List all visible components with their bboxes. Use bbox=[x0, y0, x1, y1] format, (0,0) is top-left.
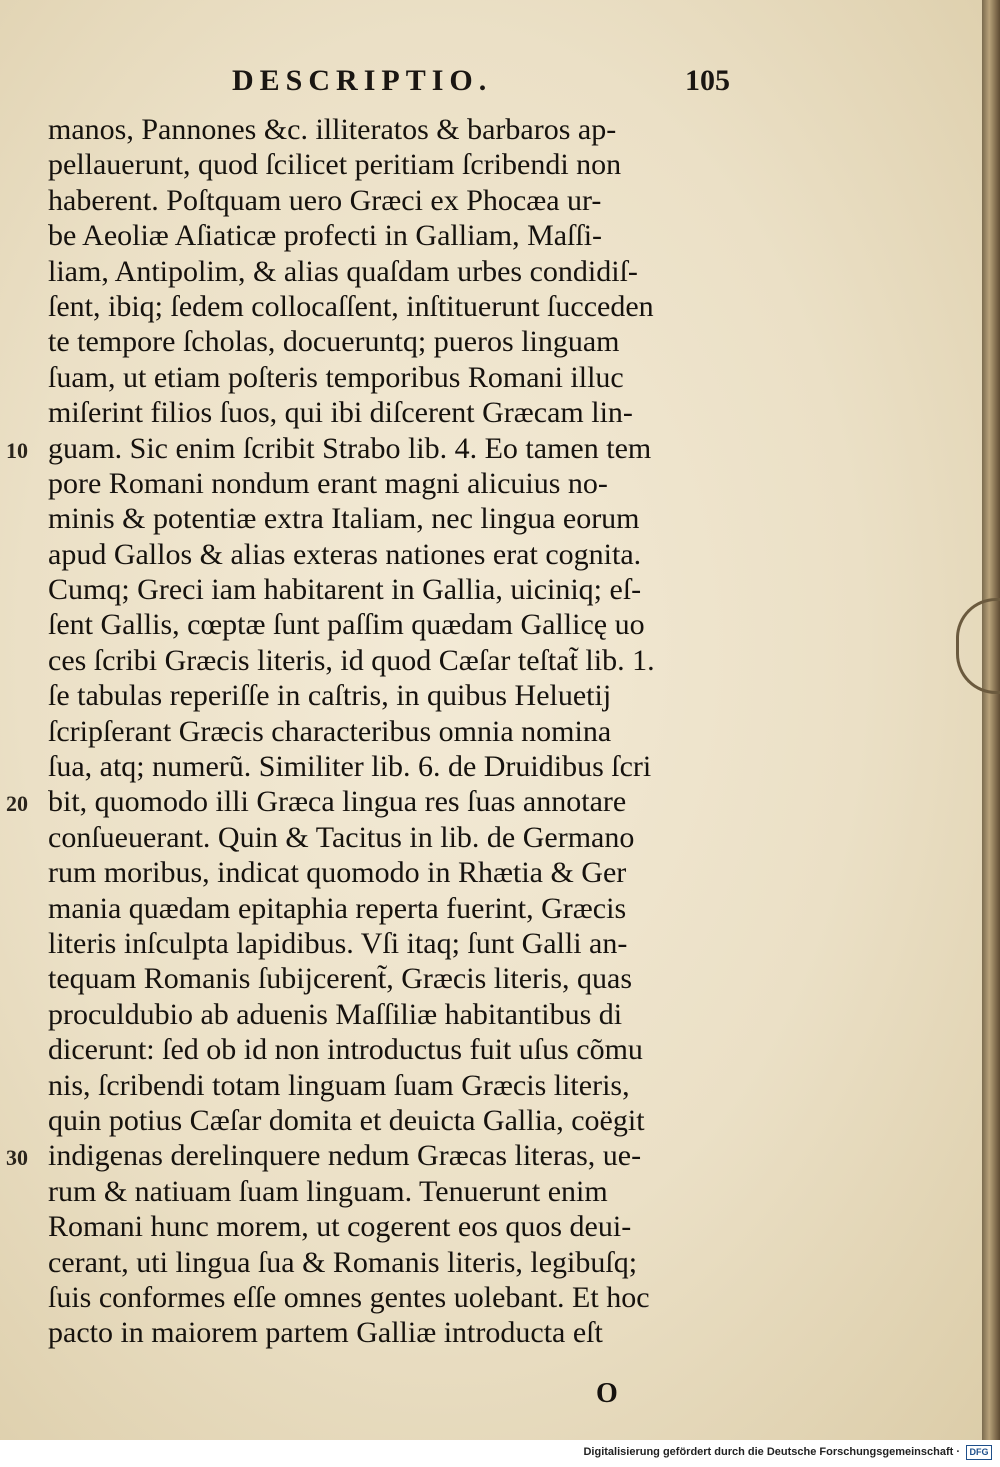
text-line bbox=[40, 607, 740, 642]
line-text: quin potius Cæſar domita et deuicta Gallia, coëgit bbox=[48, 1103, 645, 1137]
text-line bbox=[40, 1032, 740, 1067]
line-text: manos, Pannones &c. illiteratos & barbaros ap- bbox=[48, 113, 617, 146]
line-text: apud Gallos & alias exteras nationes erat cognita. bbox=[48, 537, 642, 571]
footer-credit: Digitalisierung gefördert durch die Deutsche Forschungsgemeinschaft · bbox=[583, 1446, 960, 1458]
text-line bbox=[40, 1245, 740, 1280]
text-line bbox=[40, 997, 740, 1032]
line-text: ſua, atq; numerũ. Similiter lib. 6. de Druidibus ſcri bbox=[48, 750, 652, 784]
text-line bbox=[40, 891, 740, 926]
line-text: ſuam, ut etiam poſteris temporibus Romani illuc bbox=[48, 360, 624, 394]
line-text: Romani hunc morem, ut cogerent eos quos deui- bbox=[48, 1210, 632, 1244]
text-line bbox=[40, 537, 740, 572]
line-text: te tempore ſcholas, docueruntq; pueros linguam bbox=[48, 325, 620, 359]
text-line bbox=[40, 749, 740, 784]
text-line bbox=[40, 289, 740, 324]
line-text: liam, Antipolim, & alias quaſdam urbes condidiſ- bbox=[48, 254, 638, 288]
line-text: be Aeoliæ Aſiaticæ profecti in Galliam, Maſſi- bbox=[48, 219, 603, 253]
text-line bbox=[40, 820, 740, 855]
line-text: bit, quomodo illi Græca lingua res ſuas annotare bbox=[48, 785, 627, 819]
text-line bbox=[40, 643, 740, 678]
line-text: rum & natiuam ſuam linguam. Tenuerunt enim bbox=[48, 1174, 608, 1208]
text-line bbox=[40, 466, 740, 501]
line-text: conſueuerant. Quin & Tacitus in lib. de Germano bbox=[48, 820, 635, 854]
text-line bbox=[40, 1103, 740, 1138]
page-number: 105 bbox=[685, 64, 730, 97]
line-text: ſe tabulas reperiſſe in caſtris, in quibus Heluetij bbox=[48, 679, 612, 713]
line-text: Cumq; Greci iam habitarent in Gallia, uiciniq; eſ- bbox=[48, 573, 642, 607]
line-text: mania quædam epitaphia reperta fuerint, Græcis bbox=[48, 891, 627, 925]
footer-bar bbox=[0, 1440, 1000, 1467]
text-line bbox=[40, 1280, 740, 1315]
line-text: proculdubio ab aduenis Maſſiliæ habitantibus di bbox=[48, 997, 623, 1031]
text-line bbox=[40, 218, 740, 253]
line-number: 10 bbox=[6, 437, 28, 463]
text-line bbox=[40, 183, 740, 218]
line-number: 30 bbox=[6, 1145, 28, 1171]
running-head: DESCRIPTIO. bbox=[232, 64, 493, 97]
line-text: rum moribus, indicat quomodo in Rhætia & Ger bbox=[48, 856, 627, 890]
line-text: ces ſcribi Græcis literis, id quod Cæſar teſtat̃ lib. 1. bbox=[48, 643, 655, 677]
line-text: miſerint filios ſuos, qui ibi diſcerent Græcam lin- bbox=[48, 396, 633, 430]
text-line bbox=[6, 784, 740, 819]
line-text: ſcripſerant Græcis characteribus omnia nomina bbox=[48, 714, 612, 748]
text-line bbox=[6, 431, 740, 466]
line-text: pacto in maiorem partem Galliæ introducta eſt bbox=[48, 1316, 603, 1350]
text-line bbox=[40, 714, 740, 749]
page-header bbox=[232, 64, 732, 104]
text-line bbox=[40, 360, 740, 395]
line-text: indigenas derelinquere nedum Græcas literas, ue- bbox=[48, 1139, 642, 1173]
text-line bbox=[40, 1174, 740, 1209]
text-line bbox=[40, 1315, 740, 1350]
text-line bbox=[40, 961, 740, 996]
line-text: ſent, ibiq; ſedem collocaſſent, inſtituerunt ſucceden bbox=[48, 289, 654, 323]
dfg-logo[interactable]: DFG bbox=[966, 1445, 992, 1460]
text-line bbox=[40, 855, 740, 890]
line-text: ſent Gallis, cœptæ ſunt paſſim quædam Gallicę uo bbox=[48, 608, 645, 642]
line-text: pore Romani nondum erant magni alicuius no- bbox=[48, 466, 608, 500]
text-line bbox=[40, 926, 740, 961]
text-line bbox=[40, 1209, 740, 1244]
line-text: nis, ſcribendi totam linguam ſuam Græcis literis, bbox=[48, 1068, 630, 1102]
line-text: pellauerunt, quod ſcilicet peritiam ſcribendi non bbox=[48, 148, 622, 182]
page-edge bbox=[982, 0, 1000, 1440]
line-text: literis inſculpta lapidibus. Vſi itaq; ſunt Galli an- bbox=[48, 926, 628, 960]
line-text: dicerunt: ſed ob id non introductus fuit uſus cõmu bbox=[48, 1033, 643, 1067]
text-block bbox=[6, 112, 740, 1351]
line-text: cerant, uti lingua ſua & Romanis literis, legibuſq; bbox=[48, 1245, 638, 1279]
text-line bbox=[40, 572, 740, 607]
text-line bbox=[40, 254, 740, 289]
line-text: ſuis conformes eſſe omnes gentes uolebant. Et hoc bbox=[48, 1280, 650, 1314]
text-line bbox=[40, 112, 740, 147]
catchword: O bbox=[596, 1378, 618, 1409]
line-text: guam. Sic enim ſcribit Strabo lib. 4. Eo tamen tem bbox=[48, 431, 652, 465]
text-line bbox=[40, 395, 740, 430]
text-line bbox=[40, 678, 740, 713]
line-text: minis & potentiæ extra Italiam, nec lingua eorum bbox=[48, 502, 640, 536]
line-text: haberent. Poſtquam uero Græci ex Phocæa ur- bbox=[48, 183, 602, 217]
text-line bbox=[40, 147, 740, 182]
text-line bbox=[40, 1068, 740, 1103]
line-text: tequam Romanis ſubijcerent̃, Græcis literis, quas bbox=[48, 962, 633, 996]
text-line bbox=[40, 324, 740, 359]
text-line bbox=[6, 1138, 740, 1173]
text-line bbox=[40, 501, 740, 536]
line-number: 20 bbox=[6, 791, 28, 817]
